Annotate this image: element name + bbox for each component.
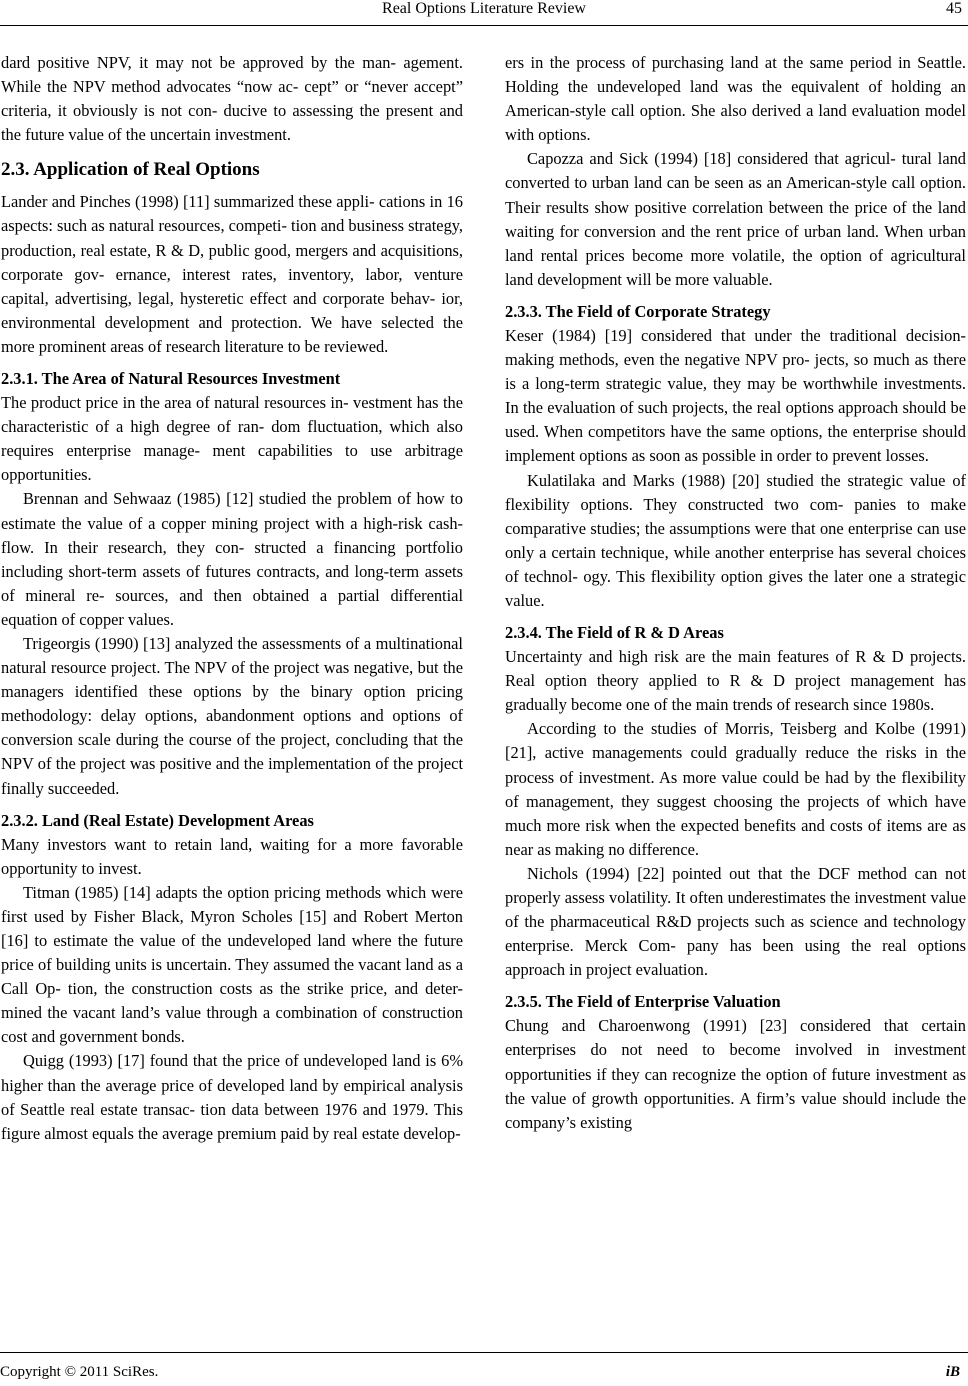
subsection-heading-2-3-4: 2.3.4. The Field of R & D Areas	[505, 623, 724, 643]
paragraph: Chung and Charoenwong (1991) [23] considered that certain enterprises do not need to become involved in investment opportunities if they can recognize the option of future investment as the value of growth opportunities. A firm’s value should include the company’s existing	[505, 1016, 966, 1132]
subsection-heading-2-3-5: 2.3.5. The Field of Enterprise Valuation	[505, 992, 781, 1012]
running-title: Real Options Literature Review	[382, 0, 586, 17]
page-number: 45	[946, 0, 962, 17]
paragraph: Trigeorgis (1990) [13] analyzed the assessments of a multinational natural resource project. The NPV of the project was negative, but the managers identified these options by the binary option pricing methodology: delay options, abandonment options and options of conversion scale during the course of the project, concluding that the NPV of the project was positive and the implementation of the project finally succeeded.	[1, 633, 463, 798]
paragraph: Titman (1985) [14] adapts the option pricing methods which were first used by Fisher Black, Myron Scholes [15] and Robert Merton [16] to estimate the value of the undeveloped land where the future price of building units is uncertain. They assumed the vacant land as a Call Op- tion, the construction costs as the strike price, and deter- mined the vacant land’s value through a combination of construction cost and government bonds.	[1, 882, 463, 1047]
paragraph: dard positive NPV, it may not be approved by the man- agement. While the NPV method advocates “now ac- cept” or “never accept” criteria, it obviously is not con- ducive to assessing the present and the future value of the uncertain investment.	[1, 53, 463, 145]
paragraph: Brennan and Sehwaaz (1985) [12] studied the problem of how to estimate the value of a copper mining project with a high-risk cash-flow. In their research, they con- structed a financing portfolio including short-term assets of futures contracts, and long-term assets of mineral re- sources, and then obtained a partial differential equation of copper values.	[1, 489, 463, 629]
paragraph: ers in the process of purchasing land at the same period in Seattle. Holding the undeveloped land was the equivalent of holding an American-style call option. She also derived a land evaluation model with options.	[505, 53, 966, 145]
paragraph: Nichols (1994) [22] pointed out that the DCF method can not properly assess volatility. It often underestimates the investment value of the pharmaceutical R&D projects such as science and technology enterprise. Merck Com- pany has been using the real options approach in project evaluation.	[505, 863, 966, 980]
section-heading-2-3: 2.3. Application of Real Options	[1, 159, 260, 181]
paragraph: Kulatilaka and Marks (1988) [20] studied the strategic value of flexibility options. They constructed two com- panies to make comparative studies; the assumptions were that one enterprise can use only a certain technique, while another enterprise has several choices of technol- ogy. This flexibility option gives the later one a strategic value.	[505, 470, 966, 610]
journal-mark: iB	[945, 1364, 960, 1380]
footer-rule	[0, 1352, 968, 1353]
subsection-heading-2-3-2: 2.3.2. Land (Real Estate) Development Areas	[1, 810, 314, 830]
paragraph: Capozza and Sick (1994) [18] considered that agricul- tural land converted to urban land can be seen as an American-style call option. Their results show positive correlation between the price of the land waiting for conversion and the rent price of urban land. When urban land rental prices become more volatile, the option of agricultural land development will be more valuable.	[505, 149, 966, 289]
paragraph: According to the studies of Morris, Teisberg and Kolbe (1991) [21], active managements could gradually reduce the risks in the process of investment. As more value could be had by the flexibility of management, they suggest choosing the projects of which have much more risk when the expected benefits and costs of items are as near as making no difference.	[505, 719, 966, 859]
paragraph: Lander and Pinches (1998) [11] summarized these appli- cations in 16 aspects: such as natural resources, competi- tion and business strategy, production, real estate, R & D, public good, mergers and acquisitions, corporate gov- ernance, interest rates, inventory, labor, venture capital, advertising, legal, hysteretic effect and corporate behav- ior, environmental development and protection. We have selected the more prominent areas of research literature to be reviewed.	[1, 192, 463, 356]
running-header	[0, 0, 968, 28]
subsection-heading-2-3-1: 2.3.1. The Area of Natural Resources Investment	[1, 369, 341, 389]
subsection-heading-2-3-3: 2.3.3. The Field of Corporate Strategy	[505, 301, 771, 321]
right-column	[505, 51, 966, 1135]
paragraph: Many investors want to retain land, waiting for a more favorable opportunity to invest.	[1, 834, 463, 878]
left-column	[1, 51, 463, 1146]
header-rule	[0, 25, 968, 26]
paragraph: The product price in the area of natural resources in- vestment has the characteristic of a high degree of ran- dom fluctuation, which also requires enterprise manage- ment capabilities to use arbitrage opportunities.	[1, 393, 463, 485]
copyright-notice: Copyright © 2011 SciRes.	[0, 1364, 159, 1380]
paragraph: Keser (1984) [19] considered that under the traditional decision-making methods, even the negative NPV pro- jects, so much as there is a long-term strategic value, they may be worthwhile investments. In the evaluation of such projects, the real options approach should be used. When competitors have the same options, the enterprise should implement options as soon as possible in order to prevent losses.	[505, 325, 966, 466]
paragraph: Quigg (1993) [17] found that the price of undeveloped land is 6% higher than the average price of developed land by empirical analysis of Seattle real estate transac- tion data between 1976 and 1979. This figure almost equals the average premium paid by real estate develop-	[1, 1051, 463, 1143]
paragraph: Uncertainty and high risk are the main features of R & D projects. Real option theory applied to R & D project management has gradually become one of the main trends of research since 1980s.	[505, 647, 966, 715]
